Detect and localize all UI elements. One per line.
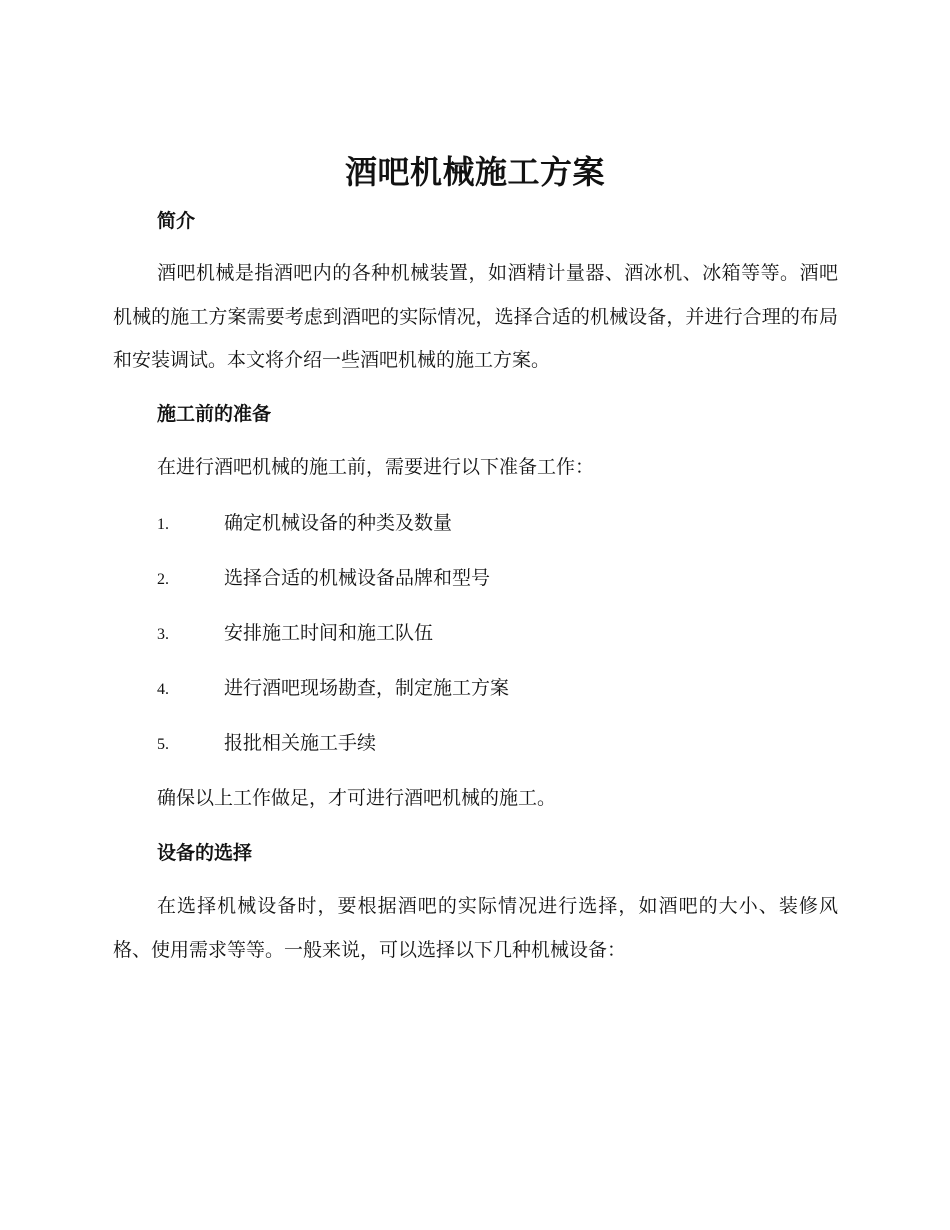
list-item-number: 4. [157,681,169,698]
section-heading-preparation: 施工前的准备 [157,403,272,425]
list-item-text: 报批相关施工手续 [224,732,377,754]
list-item [157,564,490,594]
list-item-number: 1. [157,516,169,533]
section-heading-equipment: 设备的选择 [157,842,253,864]
list-item-number: 2. [157,571,169,588]
list-item-text: 安排施工时间和施工队伍 [224,622,434,644]
preparation-intro: 在进行酒吧机械的施工前，需要进行以下准备工作： [157,456,595,478]
list-item [157,509,452,539]
list-item-number: 5. [157,736,169,753]
preparation-closing: 确保以上工作做足，才可进行酒吧机械的施工。 [157,787,557,809]
list-item-text: 选择合适的机械设备品牌和型号 [224,567,491,589]
list-item [157,619,433,649]
list-item-text: 确定机械设备的种类及数量 [224,512,453,534]
list-item [157,729,376,759]
list-item-number: 3. [157,626,169,643]
intro-paragraph: 酒吧机械是指酒吧内的各种机械装置，如酒精计量器、酒冰机、冰箱等等。酒吧机械的施工方案需要考虑到酒吧的实际情况，选择合适的机械设备，并进行合理的布局和安装调试。本文将介绍一些酒吧机械的施工方案。 [113,262,838,371]
list-item [157,674,509,704]
document-title: 酒吧机械施工方案 [344,153,605,191]
equipment-paragraph: 在选择机械设备时，要根据酒吧的实际情况进行选择，如酒吧的大小、装修风格、使用需求等等。一般来说，可以选择以下几种机械设备： [113,895,838,961]
section-heading-intro: 简介 [157,210,196,232]
list-item-text: 进行酒吧现场勘查，制定施工方案 [224,677,510,699]
